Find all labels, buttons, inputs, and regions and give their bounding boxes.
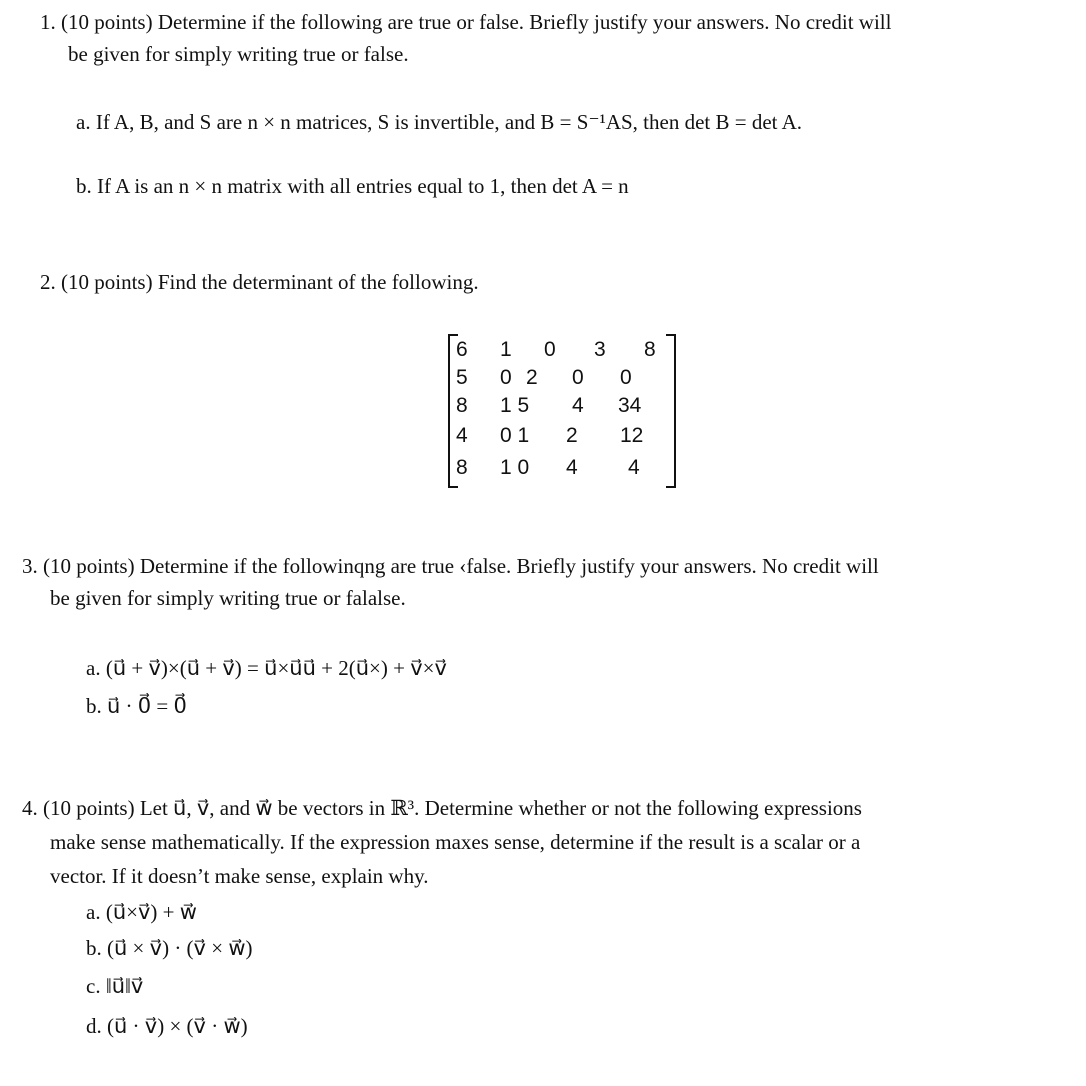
- matrix-cell: 3: [594, 338, 606, 361]
- q3-part-b: b. u⃗ · 0⃗ = 0⃗: [86, 694, 187, 718]
- matrix-cell: 8: [644, 338, 656, 361]
- matrix-cell: 4: [456, 424, 468, 447]
- q4-part-d: d. (u⃗ · v⃗) × (v⃗ · w⃗): [86, 1014, 248, 1038]
- matrix-cell: 2: [526, 366, 538, 389]
- matrix-cell: 1 0: [500, 456, 530, 479]
- q4-part-a: a. (u⃗×v⃗) + w⃗: [86, 900, 197, 924]
- matrix-cell: 0: [572, 366, 584, 389]
- determinant-matrix: [448, 328, 688, 488]
- matrix-right-bracket: [666, 334, 676, 488]
- matrix-cell: 4: [628, 456, 640, 479]
- matrix-cell: 0: [620, 366, 632, 389]
- q4-part-b: b. (u⃗ × v⃗) · (v⃗ × w⃗): [86, 936, 253, 960]
- q2-header: 2. (10 points) Find the determinant of the following.: [40, 270, 479, 294]
- matrix-cell: 0: [500, 366, 512, 389]
- q4-part-c: c. ‖u⃗‖v⃗: [86, 974, 144, 998]
- matrix-cell: 1 5: [500, 394, 530, 417]
- q3-header-line1: 3. (10 points) Determine if the followinqng are true ‹false. Briefly justify your answers. No credit will: [22, 554, 879, 578]
- q4-header-line2: make sense mathematically. If the expression maxes sense, determine if the result is a scalar or a: [50, 830, 861, 854]
- matrix-cell: 0 1: [500, 424, 530, 447]
- q4-header-line3: vector. If it doesn’t make sense, explain why.: [50, 864, 429, 888]
- matrix-cell: 6: [456, 338, 468, 361]
- matrix-cell: 4: [566, 456, 578, 479]
- matrix-cell: 8: [456, 394, 468, 417]
- q3-part-a: a. (u⃗ + v⃗)×(u⃗ + v⃗) = u⃗×u⃗u⃗ + 2(u⃗×) + v⃗×v⃗: [86, 656, 447, 680]
- matrix-cell: 5: [456, 366, 468, 389]
- q1-header-line1: 1. (10 points) Determine if the following are true or false. Briefly justify your answers. No credit will: [40, 10, 892, 34]
- matrix-cell: 1: [500, 338, 512, 361]
- matrix-cell: 2: [566, 424, 578, 447]
- matrix-cell: 34: [618, 394, 642, 417]
- matrix-cell: 12: [620, 424, 644, 447]
- q1-part-b: b. If A is an n × n matrix with all entries equal to 1, then det A = n: [76, 174, 629, 198]
- q1-part-a: a. If A, B, and S are n × n matrices, S is invertible, and B = S⁻¹AS, then det B = det A.: [76, 110, 802, 134]
- matrix-cell: 8: [456, 456, 468, 479]
- q4-header-line1: 4. (10 points) Let u⃗, v⃗, and w⃗ be vectors in ℝ³. Determine whether or not the following expressions: [22, 796, 862, 820]
- q1-header-line2: be given for simply writing true or false.: [68, 42, 409, 66]
- q3-header-line2: be given for simply writing true or falalse.: [50, 586, 406, 610]
- matrix-cell: 0: [544, 338, 556, 361]
- matrix-cell: 4: [572, 394, 584, 417]
